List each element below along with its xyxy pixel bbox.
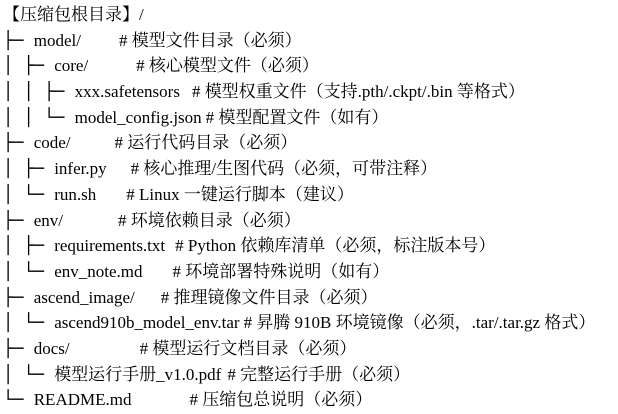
- file-name-model-config: model_config.json: [74, 107, 202, 127]
- tree-row-readme: [3, 387, 618, 413]
- tree-branch-glyph: │ └─: [3, 184, 55, 205]
- file-name-infer-py: infer.py: [54, 159, 107, 179]
- tree-row-model-config: [3, 105, 618, 131]
- tree-row-env-note: [3, 259, 618, 285]
- file-name-requirements: requirements.txt: [54, 236, 166, 256]
- tree-branch-glyph: │ └─: [3, 261, 55, 282]
- comment-env-note: # 环境部署特殊说明（如有）: [172, 261, 390, 281]
- root-directory-title: 【压缩包根目录】/: [3, 5, 144, 24]
- file-name-env-note: env_note.md: [54, 261, 143, 281]
- tree-branch-glyph: │ └─: [3, 313, 55, 334]
- tree-branch-glyph: ├─: [3, 338, 34, 359]
- dir-name-docs: docs/: [33, 338, 70, 358]
- comment-code: # 运行代码目录（必须）: [114, 133, 298, 153]
- dir-name-core: core/: [54, 56, 89, 76]
- comment-model: # 模型文件目录（必须）: [118, 30, 302, 50]
- tree-branch-glyph: ├─: [3, 210, 34, 231]
- file-name-run-sh: run.sh: [54, 184, 97, 204]
- tree-row-core: [3, 53, 618, 79]
- comment-model-config: # 模型配置文件（如有）: [205, 107, 389, 127]
- tree-row-ascend-tar: [3, 310, 618, 336]
- tree-row-docs: [3, 336, 618, 362]
- comment-manual-pdf: # 完整运行手册（必须）: [227, 364, 411, 384]
- comment-run-sh: # Linux 一键运行脚本（建议）: [126, 184, 354, 204]
- comment-ascend-tar: # 昇腾 910B 环境镜像（必须，.tar/.tar.gz 格式）: [243, 313, 596, 333]
- dir-name-model: model/: [33, 30, 81, 50]
- file-name-safetensors: xxx.safetensors: [74, 82, 180, 102]
- tree-branch-glyph: │ │ ├─: [3, 82, 75, 103]
- tree-row-requirements: [3, 233, 618, 259]
- comment-readme: # 压缩包总说明（必须）: [189, 390, 373, 410]
- tree-row-code: [3, 130, 618, 156]
- dir-name-code: code/: [33, 133, 71, 153]
- tree-row-model: [3, 28, 618, 54]
- tree-row-safetensors: [3, 79, 618, 105]
- tree-branch-glyph: ├─: [3, 30, 34, 51]
- tree-branch-glyph: │ ├─: [3, 236, 55, 257]
- tree-row-manual-pdf: [3, 362, 618, 388]
- tree-row-infer-py: [3, 156, 618, 182]
- comment-ascend-image: # 推理镜像文件目录（必须）: [160, 287, 378, 307]
- tree-branch-glyph: │ ├─: [3, 159, 55, 180]
- tree-branch-glyph: ├─: [3, 287, 34, 308]
- dir-name-ascend-image: ascend_image/: [33, 287, 135, 307]
- comment-core: # 核心模型文件（必须）: [136, 56, 319, 76]
- comment-infer-py: # 核心推理/生图代码（必须，可带注释）: [130, 159, 438, 179]
- tree-row-env: [3, 208, 618, 234]
- tree-row-ascend-image: [3, 285, 618, 311]
- tree-branch-glyph: │ └─: [3, 364, 55, 385]
- file-name-ascend-tar: ascend910b_model_env.tar: [54, 313, 240, 333]
- tree-branch-glyph: │ │ └─: [3, 107, 75, 128]
- file-name-readme: README.md: [33, 390, 132, 410]
- tree-row-run-sh: [3, 182, 618, 208]
- tree-branch-glyph: └─: [3, 390, 34, 411]
- comment-env: # 环境依赖目录（必须）: [118, 210, 301, 230]
- tree-branch-glyph: │ ├─: [3, 56, 55, 77]
- file-name-manual-pdf: 模型运行手册_v1.0.pdf: [54, 364, 222, 384]
- comment-requirements: # Python 依赖库清单（必须，标注版本号）: [175, 236, 496, 256]
- dir-name-env: env/: [33, 210, 63, 230]
- comment-docs: # 模型运行文档目录（必须）: [139, 338, 357, 358]
- comment-safetensors: # 模型权重文件（支持.pth/.ckpt/.bin 等格式）: [191, 82, 525, 102]
- tree-branch-glyph: ├─: [3, 133, 34, 154]
